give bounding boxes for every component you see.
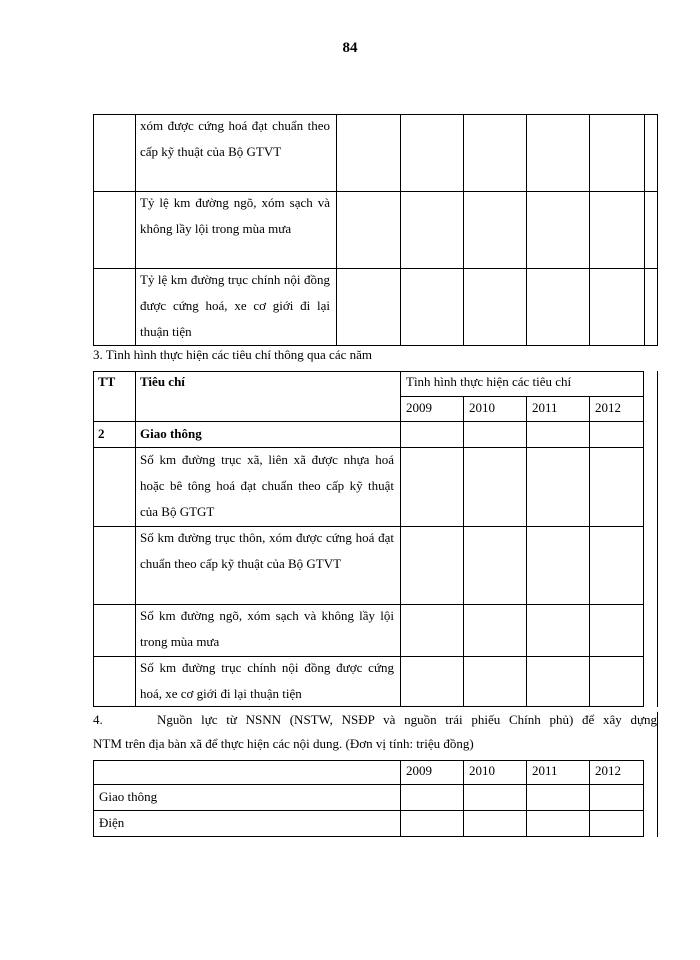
res-year-2011: 2011 [532,763,558,778]
res-year-2010: 2010 [469,763,495,778]
section3-heading: 3. Tình hình thực hiện các tiêu chí thông qua các năm [93,347,372,362]
year-2009: 2009 [406,400,432,415]
section4-heading-line1: Nguồn lực từ NSNN (NSTW, NSĐP và nguồn trái phiếu Chính phủ) để xây dựng [157,712,657,727]
year-2011: 2011 [532,400,558,415]
col-tt-header: TT [98,374,116,389]
res-row-transport: Giao thông [99,789,158,804]
year-2012: 2012 [595,400,621,415]
group-name: Giao thông [140,426,202,441]
res-row-electricity: Điện [99,815,125,830]
top-table-row-3: Tỷ lệ km đường trục chính nội đồng được cứng hoá, xe cơ giới đi lại thuận tiện [140,272,330,339]
col-status-header: Tình hình thực hiện các tiêu chí [406,374,572,389]
top-table-row-1: xóm được cứng hoá đạt chuẩn theo cấp kỹ thuật của Bộ GTVT [140,118,330,159]
criteria-row-4: Số km đường trục chính nội đồng được cứng hoá, xe cơ giới đi lại thuận tiện [140,660,394,701]
top-table-row-2: Tỷ lệ km đường ngõ, xóm sạch và không lầy lội trong mùa mưa [140,195,330,236]
col-criteria-header: Tiêu chí [140,374,185,389]
group-number: 2 [98,426,105,441]
res-year-2009: 2009 [406,763,432,778]
criteria-row-2: Số km đường trục thôn, xóm được cứng hoá đạt chuẩn theo cấp kỹ thuật của Bộ GTVT [140,530,394,571]
section4-heading-line2: NTM trên địa bàn xã để thực hiện các nội dung. (Đơn vị tính: triệu đồng) [93,736,474,751]
section4-number: 4. [93,712,103,727]
year-2010: 2010 [469,400,495,415]
criteria-row-3: Số km đường ngõ, xóm sạch và không lầy lội trong mùa mưa [140,608,394,649]
res-year-2012: 2012 [595,763,621,778]
criteria-row-1: Số km đường trục xã, liên xã được nhựa hoá hoặc bê tông hoá đạt chuẩn theo cấp kỹ thuật của Bộ GTGT [140,452,394,519]
page-number: 84 [342,40,358,56]
